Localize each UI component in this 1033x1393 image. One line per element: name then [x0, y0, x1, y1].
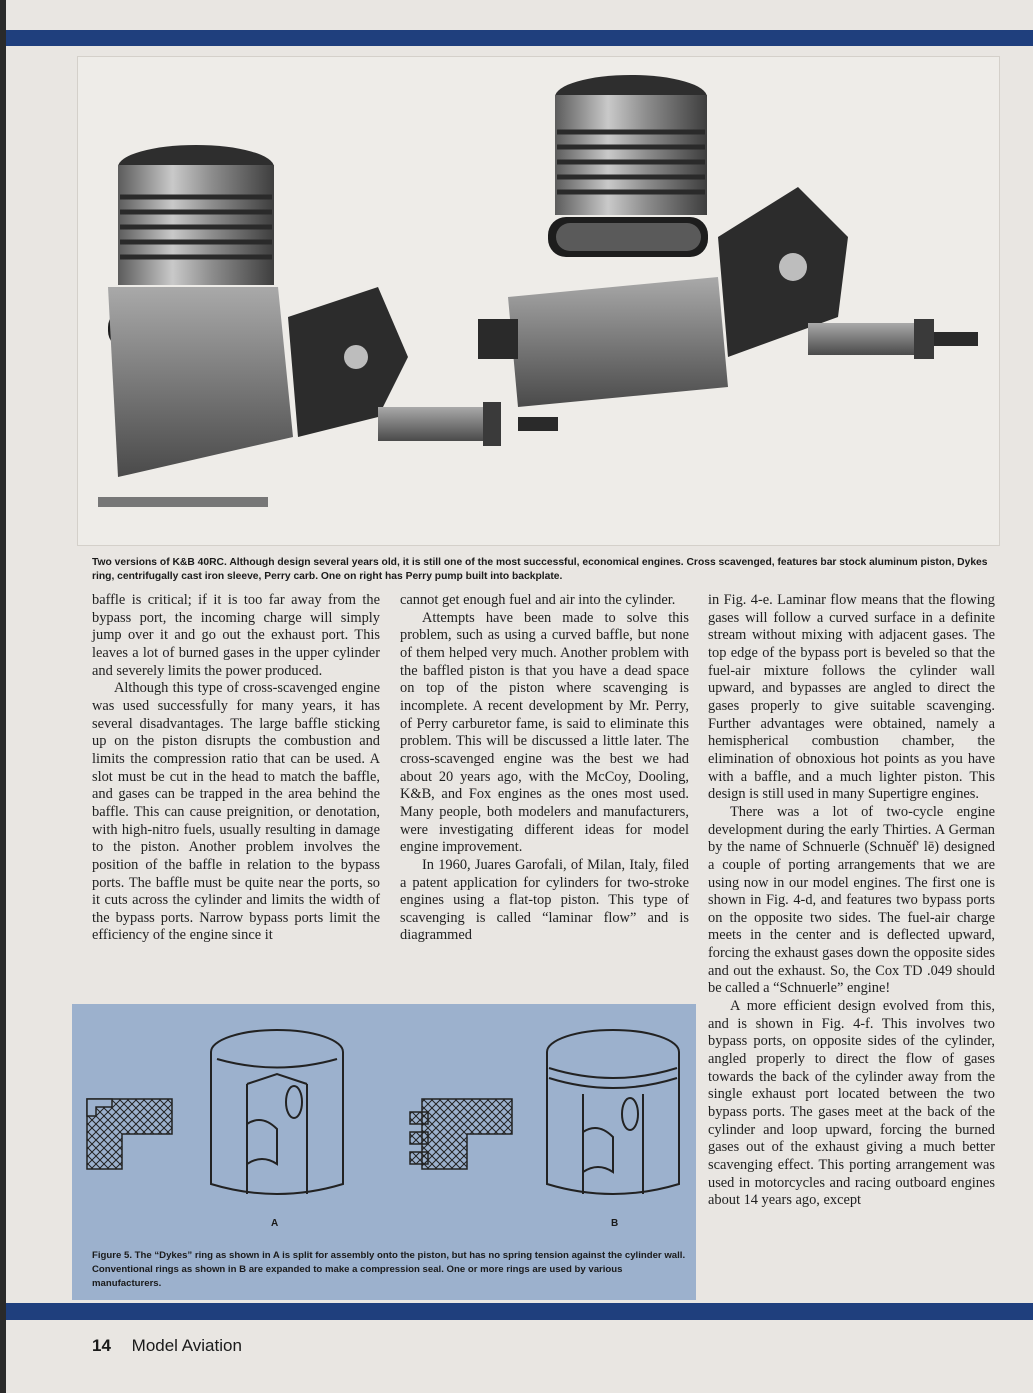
page-number: 14: [92, 1336, 111, 1355]
paragraph: Although this type of cross-scavenged engine was used successfully for many years, it has several disadvantages. The large baffle sticking up on the piston disrupts the combustion and limits the compression ratio that can be used. A slot must be cut in the head to match the baffle, and gases can be trapped in the area behind the baffle. This can cause preignition, or denotation, with high-nitro fuels, usually resulting in damage to the piston. Another problem involves the position of the baffle in relation to the bypass ports. The baffle must be quite near the ports, so it cuts across the cylinder and limits the width of the bypass ports. Narrow bypass ports limit the efficiency of the engine since it: [92, 680, 380, 944]
paragraph: In 1960, Juares Garofali, of Milan, Italy, filed a patent application for cylinders for two-stroke engines using a flat-top piston. This type of scavenging is called “laminar flow” and is diagrammed: [400, 856, 689, 944]
top-rule: [6, 30, 1033, 46]
paragraph: There was a lot of two-cycle engine development during the early Thirties. A German by the name of Schnuerle (Schnuěf' lē) designed a couple of porting arrangements that we are using now in our model engines. The first one is shown in Fig. 4-d, and features two bypass ports on the opposite two sides. The fuel-air charge meets in the center and is deflected upward, forcing the exhaust gases down the opposite sides and out the exhaust. So, the Cox TD .049 should be called a “Schnuerle” engine!: [708, 803, 995, 997]
right-engine: [478, 75, 978, 407]
photo-caption: Two versions of K&B 40RC. Although design several years old, it is still one of the most successful, economical engines. Cross scavenged, features bar stock aluminum piston, Dykes ring, centrifugally cast iron sleeve, Perry carb. One on right has Perry pump built into backplate.: [92, 557, 988, 582]
figure-label-b: B: [611, 1218, 619, 1229]
piston-a: [211, 1030, 343, 1194]
page-edge: [0, 0, 6, 1393]
article-column-2: [400, 592, 689, 945]
ring-section-a: [87, 1099, 172, 1169]
ring-section-b: [410, 1099, 512, 1169]
figure-5: [72, 1004, 696, 1300]
engine-photo: [77, 56, 1000, 546]
figure-caption: Figure 5. The “Dykes” ring as shown in A is split for assembly onto the piston, but has no spring tension against the cylinder wall. Conventional rings as shown in B are expanded to make a compression seal. One or more rings are used by various manufacturers.: [92, 1250, 686, 1289]
figure-label-a: A: [271, 1218, 279, 1229]
paragraph: A more efficient design evolved from this, and is shown in Fig. 4-f. This involves two bypass ports, on opposite sides of the cylinder, angled properly to direct the flow of gases towards the back of the cylinder away from the single exhaust port located between the two bypass ports. The gases meet at the back of the cylinder and loop upward, forcing the burned gases out of the exhaust giving a much better scavenging effect. This porting arrangement was used in motorcycles and racing outboard engines about 14 years ago, except: [708, 998, 995, 1209]
paragraph: baffle is critical; if it is too far away from the bypass port, the incoming charge will simply jump over it and go out the exhaust port. This leaves a lot of burned gases in the upper cylinder and severely limits the power produced.: [92, 592, 380, 679]
paragraph: Attempts have been made to solve this problem, such as using a curved baffle, but none of them helped very much. Another problem with the baffled piston is that you have a dead space on top of the piston where scavenging is incomplete. A recent development by Mr. Perry, of Perry carburetor fame, is said to eliminate this problem. This will be discussed a little later. The cross-scavenged engine was the best we had about 20 years ago, with the McCoy, Dooling, K&B, and Fox engines as the ones most used. Many people, both modelers and manufacturers, were investigating different ideas for model engine improvement.: [400, 609, 689, 856]
magazine-title: Model Aviation: [131, 1336, 242, 1355]
bottom-rule: [6, 1303, 1033, 1320]
article-column-3: [708, 592, 995, 1210]
page-footer: [92, 1336, 242, 1356]
paragraph: cannot get enough fuel and air into the cylinder.: [400, 592, 676, 608]
article-column-1: [92, 592, 380, 945]
paragraph: in Fig. 4-e. Laminar flow means that the flowing gases will follow a curved surface in a definite stream without mixing with adjacent gases. The top edge of the bypass port is beveled so that the fuel-air mixture follows the cylinder wall upward, and bypasses are angled to direct the gases properly to give suitable scavenging. Further advantages were obtained, namely a hemispherical combustion chamber, the elimination of obnoxious hot points as you have with a baffle, and a much lighter piston. This design is still used in many Supertigre engines.: [708, 592, 995, 803]
piston-b: [547, 1030, 679, 1194]
